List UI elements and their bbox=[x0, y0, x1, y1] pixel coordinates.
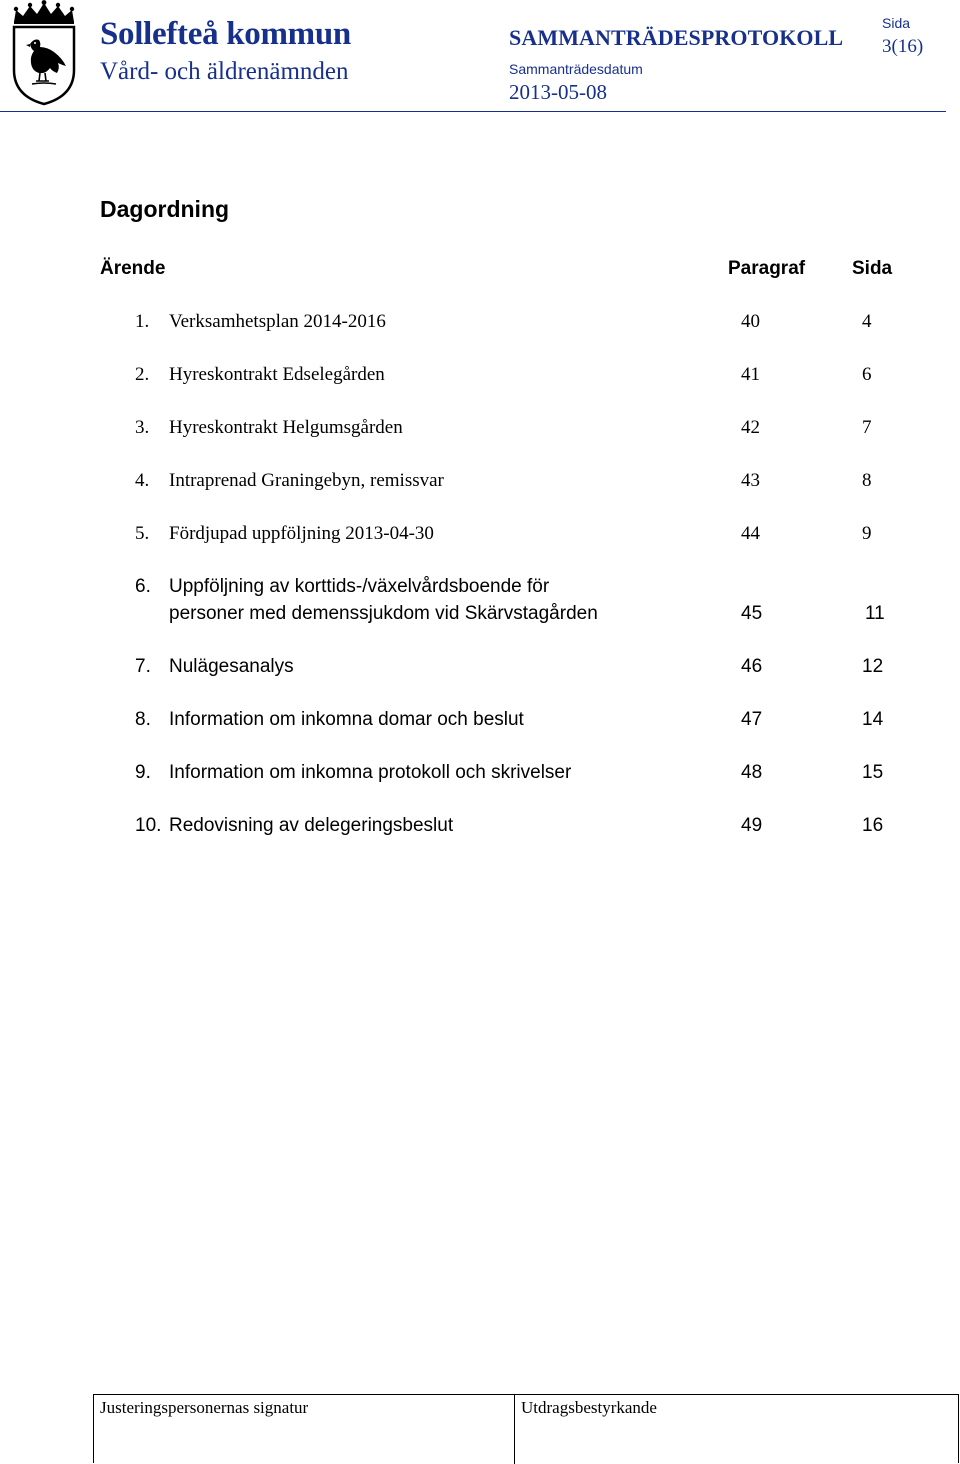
agenda-heading: Dagordning bbox=[100, 196, 230, 222]
agenda-item-number: 10. bbox=[135, 815, 162, 836]
agenda-item-title: Hyreskontrakt Edselegården bbox=[169, 364, 385, 385]
signature-box-divider bbox=[514, 1395, 515, 1464]
extract-certification-label: Utdragsbestyrkande bbox=[521, 1398, 657, 1417]
agenda-item-paragraph: 40 bbox=[741, 311, 760, 332]
document-type-title: SAMMANTRÄDESPROTOKOLL bbox=[509, 25, 844, 50]
agenda-item-paragraph: 48 bbox=[741, 762, 763, 783]
agenda-item-title: Information om inkomna protokoll och skrivelser bbox=[169, 762, 572, 783]
column-header-page: Sida bbox=[852, 258, 893, 279]
agenda-item-title: Nulägesanalys bbox=[169, 656, 294, 677]
page-label: Sida bbox=[882, 15, 911, 31]
agenda-item-page: 15 bbox=[862, 762, 884, 783]
meeting-date-label: Sammanträdesdatum bbox=[509, 61, 643, 77]
agenda-item-number: 7. bbox=[135, 656, 151, 677]
agenda-item-paragraph: 43 bbox=[741, 470, 760, 491]
agenda-item-title: Fördjupad uppföljning 2013-04-30 bbox=[169, 523, 434, 544]
agenda-item-number: 1. bbox=[135, 311, 150, 332]
agenda-item-number: 9. bbox=[135, 762, 151, 783]
agenda-item-paragraph: 42 bbox=[741, 417, 760, 438]
municipal-coat-of-arms-icon bbox=[10, 0, 78, 106]
agenda-item-page: 7 bbox=[862, 417, 872, 438]
agenda-item-number: 4. bbox=[135, 470, 150, 491]
agenda-item-number: 3. bbox=[135, 417, 150, 438]
header-divider bbox=[0, 111, 946, 112]
agenda-item-page: 6 bbox=[862, 364, 872, 385]
agenda-item-title: Redovisning av delegeringsbeslut bbox=[169, 815, 454, 836]
agenda-item-page: 8 bbox=[862, 470, 872, 491]
agenda-item-paragraph: 46 bbox=[741, 656, 763, 677]
page-number: 3(16) bbox=[882, 36, 924, 57]
agenda-item-title: Information om inkomna domar och beslut bbox=[169, 709, 524, 730]
agenda-item-number: 2. bbox=[135, 364, 150, 385]
agenda-item-page: 9 bbox=[862, 523, 872, 544]
agenda-item-paragraph: 47 bbox=[741, 709, 763, 730]
column-header-matter: Ärende bbox=[100, 258, 166, 279]
agenda-item-number: 8. bbox=[135, 709, 151, 730]
agenda-item-paragraph: 41 bbox=[741, 364, 760, 385]
agenda-item-number: 5. bbox=[135, 523, 150, 544]
board-name: Vård- och äldrenämnden bbox=[100, 58, 349, 85]
organization-name: Sollefteå kommun bbox=[100, 16, 351, 52]
agenda-item-paragraph: 44 bbox=[741, 523, 760, 544]
agenda-item-paragraph: 49 bbox=[741, 815, 763, 836]
agenda-item-paragraph: 45 bbox=[741, 603, 763, 624]
agenda-item-page: 11 bbox=[865, 603, 885, 624]
agenda-item-number: 6. bbox=[135, 576, 151, 597]
agenda-item-title-continued: personer med demenssjukdom vid Skärvstagården bbox=[169, 603, 598, 624]
agenda-item-page: 12 bbox=[862, 656, 884, 677]
agenda-item-page: 14 bbox=[862, 709, 884, 730]
meeting-date-value: 2013-05-08 bbox=[509, 80, 607, 104]
signature-label: Justeringspersonernas signatur bbox=[100, 1398, 309, 1417]
column-header-paragraph: Paragraf bbox=[728, 258, 806, 279]
agenda-item-page: 16 bbox=[862, 815, 884, 836]
agenda-item-title: Verksamhetsplan 2014-2016 bbox=[169, 311, 386, 332]
agenda-item-page: 4 bbox=[862, 311, 872, 332]
agenda-item-title: Intraprenad Graningebyn, remissvar bbox=[169, 470, 444, 491]
agenda-item-title: Hyreskontrakt Helgumsgården bbox=[169, 417, 403, 438]
agenda-item-title: Uppföljning av korttids-/växelvårdsboende för bbox=[169, 576, 550, 597]
